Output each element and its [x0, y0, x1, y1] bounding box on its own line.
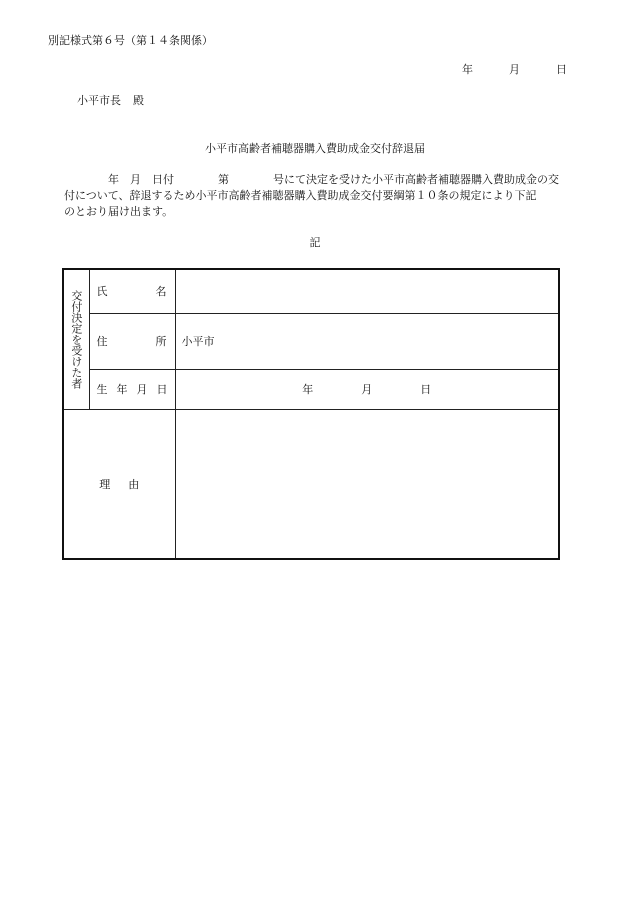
address-row: [63, 313, 559, 369]
dob-label-char: 生: [96, 383, 108, 396]
dob-year-label: 年: [302, 383, 314, 396]
reason-label-text: 理由: [99, 477, 158, 491]
date-month-label: 月: [509, 63, 520, 76]
form-identifier: 別記様式第６号（第１４条関係）: [48, 34, 213, 47]
address-label-1: 住: [96, 335, 108, 348]
name-label-1: 氏: [96, 285, 108, 299]
dob-row: [63, 369, 559, 409]
date-year-label: 年: [462, 63, 473, 76]
reason-label: [63, 409, 175, 559]
document-body: [64, 172, 570, 220]
body-line-2: 付について、辞退するため小平市高齢者補聴器購入費助成金交付要綱第１０条の規定により下記: [64, 189, 537, 202]
name-label-2: 名: [155, 285, 167, 299]
name-label: [89, 269, 175, 313]
date-day-label: 日: [556, 63, 567, 76]
address-value: 小平市: [181, 335, 215, 348]
address-field[interactable]: [175, 313, 559, 369]
dob-label-char: 日: [156, 383, 168, 396]
reason-field[interactable]: [175, 409, 559, 559]
address-label-2: 所: [155, 335, 167, 348]
dob-field[interactable]: [175, 369, 559, 409]
dob-label: [89, 369, 175, 409]
body-line-1: 年 月 日付 第 号にて決定を受けた小平市高齢者補聴器購入費助成金の交: [64, 173, 559, 186]
dob-month-label: 月: [361, 383, 373, 396]
dob-label-char: 月: [136, 383, 148, 396]
dob-label-char: 年: [116, 383, 128, 396]
declaration-form-table: [62, 268, 560, 560]
name-field[interactable]: [175, 269, 559, 313]
body-line-3: のとおり届け出ます。: [64, 205, 174, 218]
reason-row: [63, 409, 559, 559]
addressee-name: 小平市長: [77, 94, 121, 107]
group-label: 交付決定を受けた者: [63, 269, 89, 409]
document-title: 小平市高齢者補聴器購入費助成金交付辞退届: [205, 142, 425, 155]
address-label: [89, 313, 175, 369]
ki-heading: 記: [309, 236, 321, 249]
name-row: [63, 269, 559, 313]
addressee-honorific: 殿: [133, 94, 144, 107]
dob-day-label: 日: [420, 383, 432, 396]
submission-date: [462, 64, 567, 75]
addressee: [77, 95, 144, 106]
